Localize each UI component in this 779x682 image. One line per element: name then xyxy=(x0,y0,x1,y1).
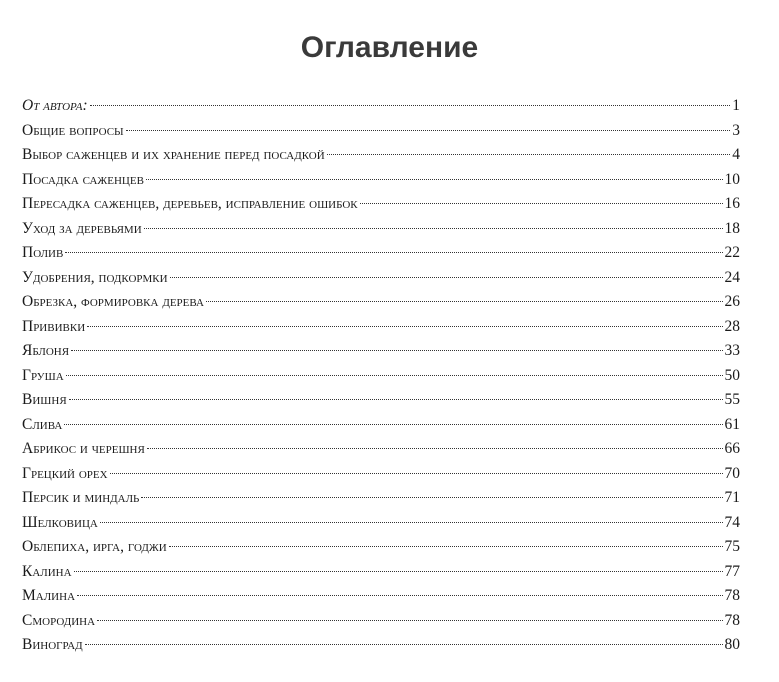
toc-entry-label: Смородина xyxy=(22,611,96,629)
dot-leader xyxy=(206,301,723,302)
page-title: Оглавление xyxy=(300,31,479,65)
toc-entry-page-number: 24 xyxy=(724,268,740,286)
dot-leader xyxy=(69,399,723,400)
dot-leader xyxy=(97,620,722,621)
toc-entry[interactable] xyxy=(22,266,740,291)
toc-entry[interactable] xyxy=(22,192,740,217)
toc-entry[interactable] xyxy=(22,609,740,634)
toc-entry-page-number: 70 xyxy=(724,464,740,482)
toc-entry-page-number: 1 xyxy=(732,97,740,114)
toc-entry[interactable] xyxy=(22,511,740,536)
toc-entry-label: Облепиха, ирга, годжи xyxy=(22,538,167,555)
toc-entry-label: Шелковица xyxy=(22,513,98,531)
toc-entry-page-number: 61 xyxy=(724,415,740,433)
toc-entry[interactable] xyxy=(22,315,740,340)
dot-leader xyxy=(360,203,723,204)
toc-entry-page-number: 26 xyxy=(724,293,740,310)
toc-entry[interactable] xyxy=(22,633,740,658)
toc-entry[interactable] xyxy=(22,437,740,462)
dot-leader xyxy=(87,326,722,327)
toc-entry-label: Персик и миндаль xyxy=(22,489,140,506)
toc-entry-label: Абрикос и черешня xyxy=(22,440,145,457)
dot-leader xyxy=(65,252,722,253)
dot-leader xyxy=(85,644,723,645)
dot-leader xyxy=(100,522,723,523)
toc-entry-label: Обрезка, формировка дерева xyxy=(22,293,204,310)
toc-entry-page-number: 80 xyxy=(724,636,740,653)
toc-entry-label: Слива xyxy=(22,415,63,433)
toc-entry-label: Грецкий орех xyxy=(22,464,108,482)
toc-entry[interactable] xyxy=(22,413,740,438)
dot-leader xyxy=(170,277,723,278)
toc-entry-label: Малина xyxy=(22,587,76,604)
toc-entry-page-number: 66 xyxy=(724,440,740,457)
toc-entry-page-number: 28 xyxy=(724,317,740,335)
toc-entry-label: Полив xyxy=(22,244,64,261)
toc-entry-page-number: 74 xyxy=(724,513,740,531)
toc-entry[interactable] xyxy=(22,143,740,168)
toc-entry-page-number: 71 xyxy=(724,489,740,506)
toc-entry-page-number: 78 xyxy=(724,587,740,604)
toc-entry[interactable] xyxy=(22,364,740,389)
toc-entry[interactable] xyxy=(22,486,740,511)
toc-entry-page-number: 4 xyxy=(732,146,740,163)
toc-entry[interactable] xyxy=(22,119,740,144)
toc-entry[interactable] xyxy=(22,339,740,364)
toc-entry[interactable] xyxy=(22,168,740,193)
dot-leader xyxy=(147,448,723,449)
toc-entry-page-number: 22 xyxy=(724,244,740,261)
toc-entry-page-number: 3 xyxy=(732,121,740,139)
toc-entry[interactable] xyxy=(22,241,740,266)
toc-entry-page-number: 55 xyxy=(724,391,740,408)
toc-entry-label: От автора: xyxy=(22,97,88,114)
toc-entry-label: Прививки xyxy=(22,317,86,335)
dot-leader xyxy=(74,571,723,572)
toc-entry[interactable] xyxy=(22,584,740,609)
toc-entry-page-number: 75 xyxy=(724,538,740,555)
toc-entry-label: Яблоня xyxy=(22,342,70,359)
toc-entry-page-number: 78 xyxy=(724,611,740,629)
toc-entry-page-number: 10 xyxy=(724,170,740,188)
dot-leader xyxy=(141,497,722,498)
toc-entry-label: Калина xyxy=(22,562,72,580)
dot-leader xyxy=(71,350,722,351)
toc-entry-label: Виноград xyxy=(22,636,83,653)
toc-entry[interactable] xyxy=(22,94,740,119)
dot-leader xyxy=(144,228,723,229)
dot-leader xyxy=(126,130,731,131)
dot-leader xyxy=(327,154,731,155)
toc-entry-label: Вишня xyxy=(22,391,67,408)
toc-entry-label: Уход за деревьями xyxy=(22,219,142,237)
toc-entry-label: Общие вопросы xyxy=(22,121,124,139)
toc-entry-page-number: 16 xyxy=(724,195,740,212)
table-of-contents xyxy=(22,94,740,658)
toc-entry[interactable] xyxy=(22,388,740,413)
toc-entry-page-number: 50 xyxy=(724,366,740,384)
toc-entry[interactable] xyxy=(22,217,740,242)
toc-entry-label: Удобрения, подкормки xyxy=(22,268,168,286)
toc-entry[interactable] xyxy=(22,535,740,560)
toc-entry-label: Выбор саженцев и их хранение перед посадкой xyxy=(22,146,325,163)
dot-leader xyxy=(90,105,731,106)
toc-entry-page-number: 77 xyxy=(724,562,740,580)
dot-leader xyxy=(77,595,722,596)
toc-entry[interactable] xyxy=(22,560,740,585)
dot-leader xyxy=(110,473,723,474)
dot-leader xyxy=(169,546,723,547)
toc-entry-label: Пересадка саженцев, деревьев, исправление ошибок xyxy=(22,195,358,212)
toc-entry-label: Посадка саженцев xyxy=(22,170,144,188)
toc-entry[interactable] xyxy=(22,462,740,487)
dot-leader xyxy=(146,179,723,180)
dot-leader xyxy=(64,424,722,425)
toc-entry-label: Груша xyxy=(22,366,64,384)
dot-leader xyxy=(66,375,723,376)
toc-entry-page-number: 33 xyxy=(724,342,740,359)
toc-entry[interactable] xyxy=(22,290,740,315)
toc-entry-page-number: 18 xyxy=(724,219,740,237)
